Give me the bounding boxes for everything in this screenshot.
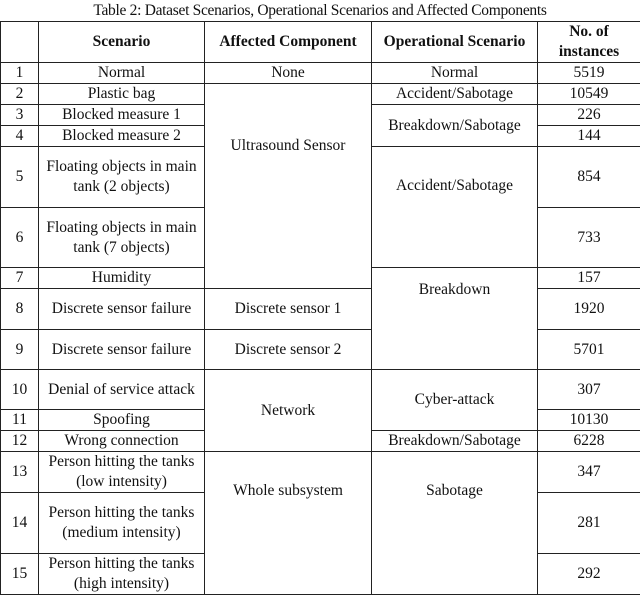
row-number: 11: [1, 410, 39, 431]
instances-cell: 854: [538, 147, 640, 208]
header-index: [1, 22, 39, 63]
scenario-cell: Person hitting the tanks (medium intensity): [39, 493, 205, 554]
row-number: 2: [1, 84, 39, 105]
header-row: [1, 22, 640, 63]
header-instances: No. of instances: [538, 22, 640, 63]
component-cell: Ultrasound Sensor: [205, 84, 372, 289]
row-number: 15: [1, 554, 39, 595]
scenario-cell: Blocked measure 2: [39, 126, 205, 147]
row-number: 7: [1, 268, 39, 289]
header-operational: Operational Scenario: [372, 22, 538, 63]
operational-cell: Accident/Sabotage: [372, 84, 538, 105]
component-cell: Whole subsystem: [205, 452, 372, 595]
instances-cell: 5519: [538, 63, 640, 84]
instances-cell: 307: [538, 370, 640, 410]
instances-cell: 733: [538, 208, 640, 268]
table-row: [1, 330, 640, 370]
row-number: 10: [1, 370, 39, 410]
header-scenario: Scenario: [39, 22, 205, 63]
row-number: 9: [1, 330, 39, 370]
row-number: 6: [1, 208, 39, 268]
operational-cell: Sabotage: [372, 452, 538, 595]
instances-cell: 157: [538, 268, 640, 289]
operational-cell: Normal: [372, 63, 538, 84]
operational-cell: Breakdown/Sabotage: [372, 105, 538, 147]
instances-cell: 226: [538, 105, 640, 126]
scenario-cell: Wrong connection: [39, 431, 205, 452]
scenario-cell: Person hitting the tanks (high intensity): [39, 554, 205, 595]
scenario-cell: Spoofing: [39, 410, 205, 431]
scenario-cell: Normal: [39, 63, 205, 84]
scenario-cell: Discrete sensor failure: [39, 289, 205, 330]
operational-cell: Breakdown/Sabotage: [372, 431, 538, 452]
scenario-cell: Plastic bag: [39, 84, 205, 105]
table-row: [1, 452, 640, 493]
instances-cell: 10130: [538, 410, 640, 431]
component-cell: None: [205, 63, 372, 84]
scenario-cell: Floating objects in main tank (2 objects): [39, 147, 205, 208]
row-number: 13: [1, 452, 39, 493]
scenario-cell: Person hitting the tanks (low intensity): [39, 452, 205, 493]
table-row: [1, 370, 640, 410]
instances-cell: 10549: [538, 84, 640, 105]
row-number: 12: [1, 431, 39, 452]
dataset-scenarios-table: [0, 21, 640, 595]
operational-cell: Cyber-attack: [372, 370, 538, 431]
instances-cell: 347: [538, 452, 640, 493]
header-component: Affected Component: [205, 22, 372, 63]
instances-cell: 281: [538, 493, 640, 554]
component-cell: Network: [205, 370, 372, 452]
table-caption: Table 2: Dataset Scenarios, Operational Scenarios and Affected Components: [0, 0, 640, 21]
table-row: [1, 289, 640, 330]
scenario-cell: Discrete sensor failure: [39, 330, 205, 370]
instances-cell: 292: [538, 554, 640, 595]
row-number: 1: [1, 63, 39, 84]
operational-cell: Breakdown: [372, 268, 538, 370]
scenario-cell: Humidity: [39, 268, 205, 289]
row-number: 8: [1, 289, 39, 330]
scenario-cell: Blocked measure 1: [39, 105, 205, 126]
table-row: [1, 84, 640, 105]
component-cell: Discrete sensor 2: [205, 330, 372, 370]
operational-cell: Accident/Sabotage: [372, 147, 538, 268]
table-row: [1, 63, 640, 84]
row-number: 3: [1, 105, 39, 126]
scenario-cell: Denial of service attack: [39, 370, 205, 410]
scenario-cell: Floating objects in main tank (7 objects): [39, 208, 205, 268]
instances-cell: 6228: [538, 431, 640, 452]
row-number: 14: [1, 493, 39, 554]
instances-cell: 1920: [538, 289, 640, 330]
component-cell: Discrete sensor 1: [205, 289, 372, 330]
instances-cell: 144: [538, 126, 640, 147]
row-number: 5: [1, 147, 39, 208]
row-number: 4: [1, 126, 39, 147]
instances-cell: 5701: [538, 330, 640, 370]
